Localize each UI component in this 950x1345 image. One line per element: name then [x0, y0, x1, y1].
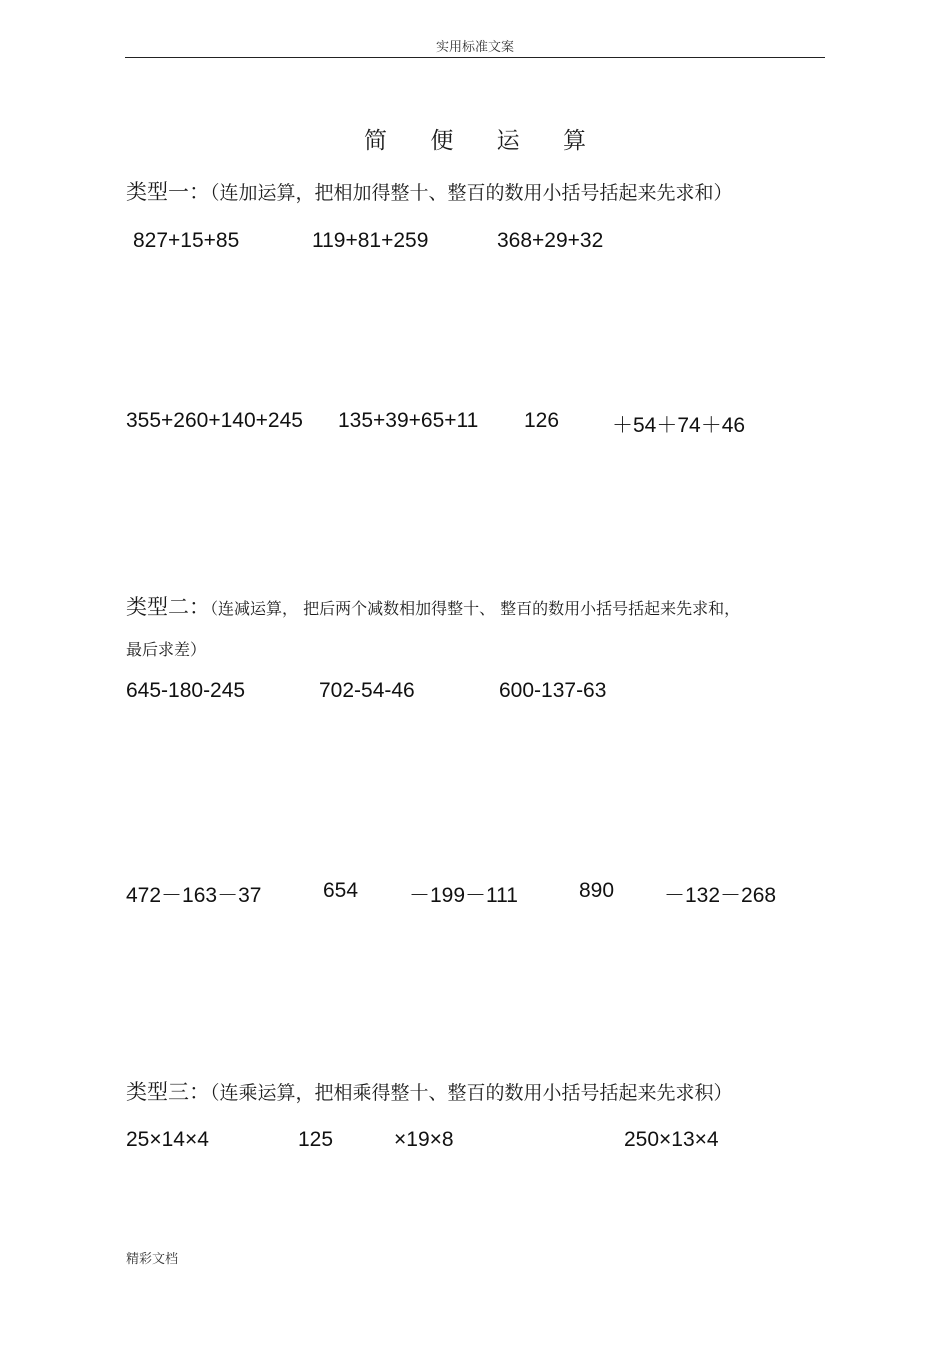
section-note-continued: 最后求差）	[126, 640, 207, 659]
expression: 25×14×4	[126, 1128, 209, 1151]
section-label: 类型三：	[126, 1080, 210, 1104]
expression: 827+15+85	[133, 229, 240, 252]
expression: 702-54-46	[319, 679, 415, 702]
expression: 600-137-63	[499, 679, 607, 702]
page-header: 实用标准文案	[435, 40, 514, 55]
section-2-heading	[126, 591, 740, 621]
expression: 119+81+259	[312, 229, 429, 252]
expression: 890	[579, 879, 615, 902]
section-3-heading	[126, 1076, 733, 1106]
expression: 135+39+65+11	[338, 409, 479, 432]
section-label: 类型一：	[126, 180, 210, 204]
expression: 355+260+140+245	[126, 409, 303, 432]
expression: 126	[524, 409, 560, 432]
expression: 472－163－37	[126, 884, 262, 907]
header-rule	[125, 57, 825, 58]
expression: ×19×8	[394, 1128, 454, 1151]
section-1-heading	[126, 176, 733, 206]
expression: －199－111	[409, 884, 518, 907]
section-note: （连加运算，把相加得整十、整百的数用小括号括起来先求和）	[210, 182, 733, 204]
document-title: 简 便 运 算	[364, 128, 604, 154]
page-footer: 精彩文档	[126, 1252, 179, 1267]
expression: ＋54＋74＋46	[612, 414, 746, 437]
expression: 368+29+32	[497, 229, 604, 252]
expression: 645-180-245	[126, 679, 246, 702]
section-label: 类型二：	[126, 595, 210, 619]
section-note: （连减运算， 把后两个减数相加得整十、 整百的数用小括号括起来先求和，	[210, 599, 741, 618]
expression: 125	[298, 1128, 334, 1151]
expression: 250×13×4	[624, 1128, 719, 1151]
section-note: （连乘运算，把相乘得整十、整百的数用小括号括起来先求积）	[210, 1082, 733, 1104]
expression: －132－268	[664, 884, 777, 907]
expression: 654	[323, 879, 359, 902]
